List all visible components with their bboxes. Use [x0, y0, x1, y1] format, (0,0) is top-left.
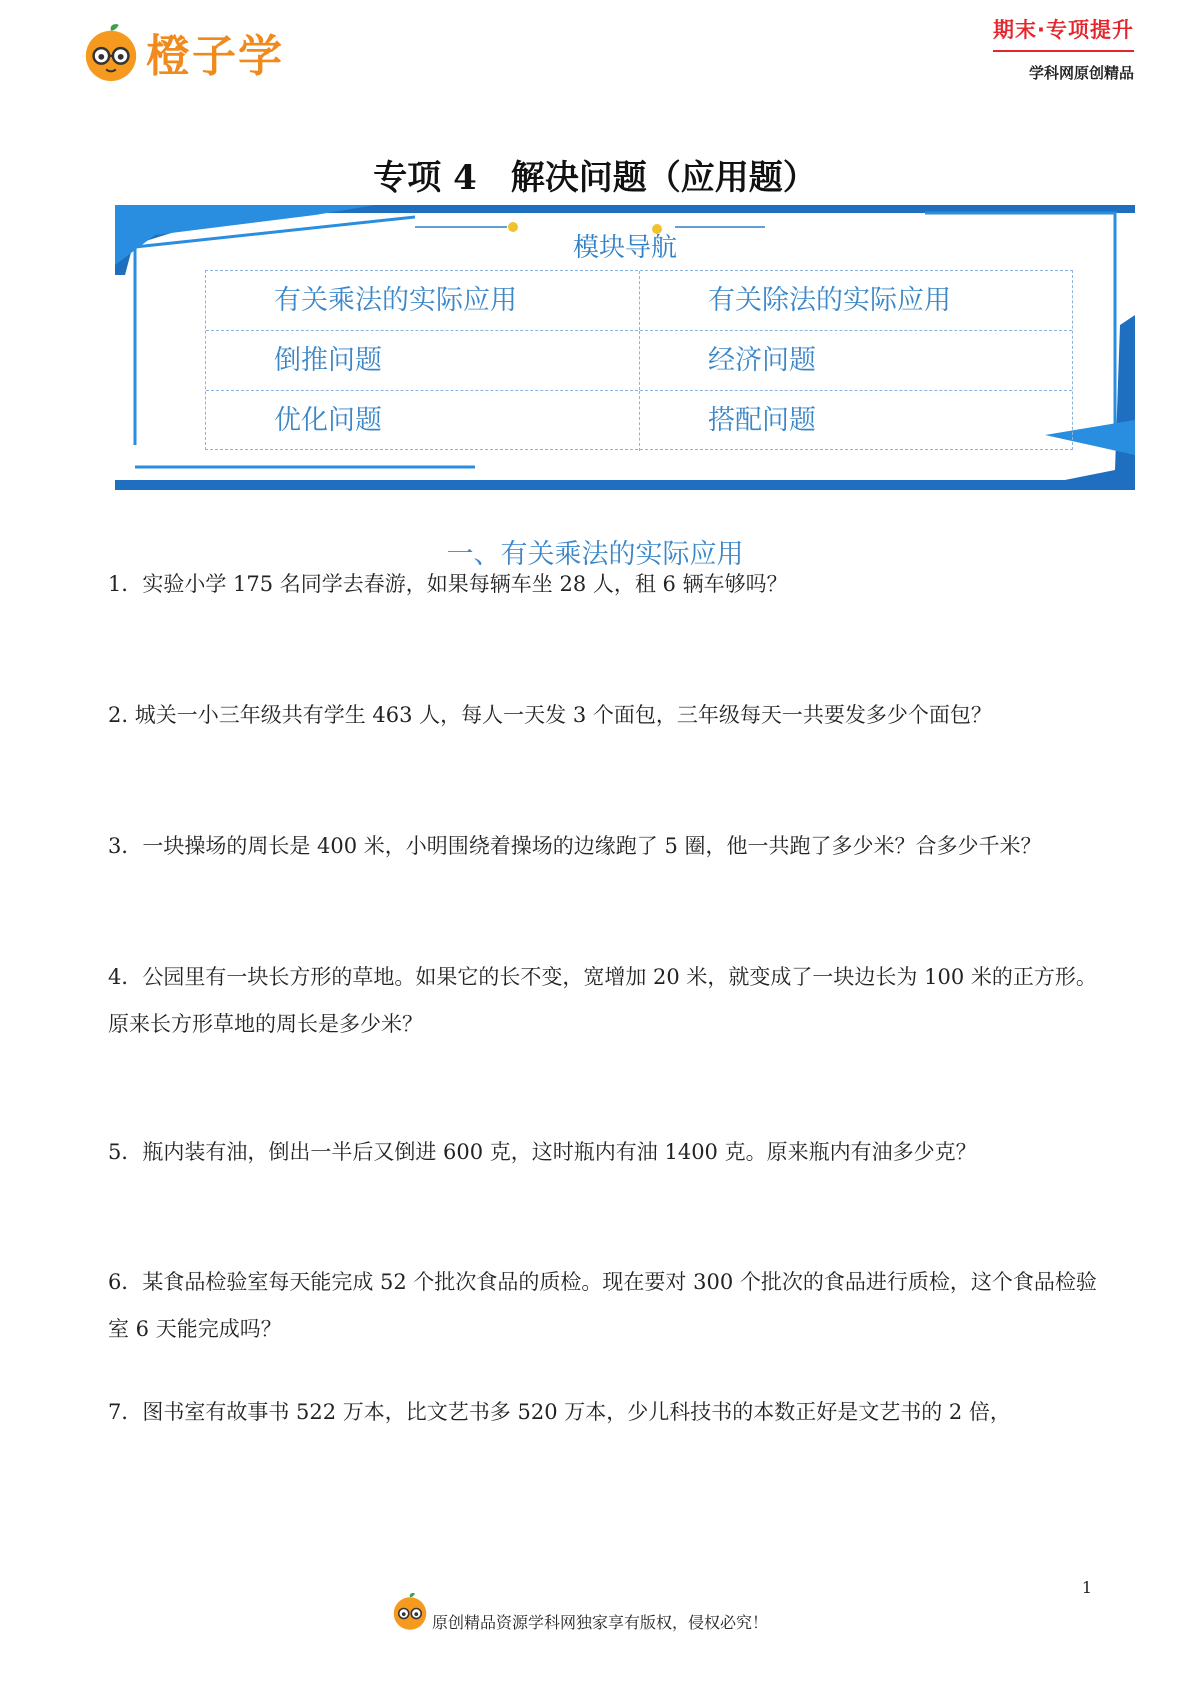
page-number: 1 [1081, 1578, 1092, 1597]
nav-heading: 模块导航 [572, 233, 677, 263]
question-2: 2. 城关一小三年级共有学生 463 人，每人一天发 3 个面包，三年级每天一共要发多少个面包？ [108, 703, 992, 727]
nav-item-multiplication[interactable]: 有关乘法的实际应用 [274, 285, 517, 316]
question-7: 7．图书室有故事书 522 万本，比文艺书多 520 万本，少儿科技书的本数正好是文艺书的 2 倍， [108, 1400, 1011, 1424]
orange-mascot-icon [80, 21, 142, 83]
nav-item-reverse-reasoning[interactable]: 倒推问题 [274, 345, 382, 376]
copyright-notice: 原创精品资源学科网独家享有版权，侵权必究！ [432, 1613, 769, 1632]
orange-mascot-icon [390, 1590, 430, 1632]
header-badge [993, 14, 1134, 83]
nav-item-division[interactable]: 有关除法的实际应用 [639, 271, 1072, 330]
question-5: 5．瓶内装有油，倒出一半后又倒进 600 克，这时瓶内有油 1400 克。原来瓶内有油多少克？ [108, 1140, 977, 1164]
nav-item-economics[interactable]: 经济问题 [639, 331, 1072, 390]
nav-row [206, 271, 1072, 331]
badge-subtitle: 学科网原创精品 [1028, 64, 1134, 82]
brand-logo [80, 20, 284, 84]
question-4: 4．公园里有一块长方形的草地。如果它的长不变，宽增加 20 米，就变成了一块边长为 100 米的正方形。原来长方形草地的周长是多少米？ [108, 965, 1097, 1036]
question-6: 6．某食品检验室每天能完成 52 个批次食品的质检。现在要对 300 个批次的食品进行质检，这个食品检验室 6 天能完成吗？ [108, 1270, 1097, 1341]
question-1: 1．实验小学 175 名同学去春游，如果每辆车坐 28 人，租 6 辆车够吗？ [108, 572, 788, 596]
nav-item-optimization[interactable]: 优化问题 [274, 405, 382, 436]
nav-table [205, 270, 1073, 450]
nav-item-combinations[interactable]: 搭配问题 [639, 391, 1072, 451]
brand-name: 橙子学 [146, 31, 284, 82]
nav-row [206, 391, 1072, 451]
section-heading: 一、有关乘法的实际应用 [446, 539, 744, 570]
badge-title: 期末·专项提升 [993, 14, 1134, 52]
nav-row [206, 331, 1072, 391]
question-3: 3．一块操场的周长是 400 米，小明围绕着操场的边缘跑了 5 圈，他一共跑了多少米？合多少千米？ [108, 834, 1042, 858]
module-navigation [115, 205, 1135, 490]
page-title: 专项 4 解决问题（应用题） [373, 158, 817, 198]
